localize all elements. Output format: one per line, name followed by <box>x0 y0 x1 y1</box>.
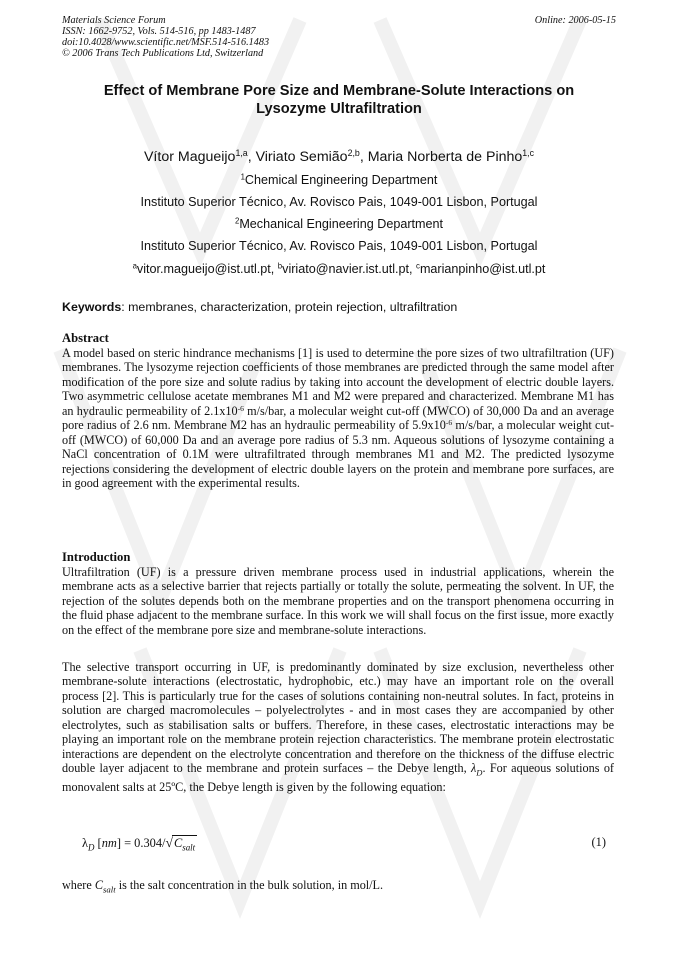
abstract-text: A model based on steric hindrance mechanisms [1] is used to determine the pore sizes of two ultrafiltration (UF) membranes. The lysozyme rejection coefficients of those membranes are predicted through the same model after modification of the pore size and solute radius by taking into account the development of electric double layers. Two asymmetric cellulose acetate membranes M1 and M2 were prepared and characterized. Membrane M1 has an hydraulic permeability of 2.1x10 <box>62 346 614 418</box>
equation-1 <box>62 833 614 859</box>
concentration-subscript: salt <box>182 842 196 853</box>
author-emails <box>62 261 616 277</box>
author-affiliation-mark: 1,c <box>522 148 535 159</box>
concentration-symbol: C <box>173 836 183 850</box>
concentration-symbol: C <box>94 878 103 892</box>
email-link[interactable]: vitor.magueijo@ist.utl.pt, <box>136 262 278 276</box>
affiliation-dept-2 <box>62 216 616 232</box>
author-affiliation-mark: 2,b <box>347 148 360 159</box>
affiliation-number: 1 <box>240 172 245 182</box>
journal-issn: ISSN: 1662-9752, Vols. 514-516, pp 1483-1487 <box>62 26 256 37</box>
author-name: , Viriato Semião <box>247 149 348 165</box>
title-line-1: Effect of Membrane Pore Size and Membrane-Solute Interactions on <box>103 83 575 99</box>
lambda-subscript: D <box>88 842 95 853</box>
explanation-text: is the salt concentration in the bulk solution, in mol/L. <box>115 878 384 892</box>
introduction-text: The selective transport occurring in UF, is predominantly dominated by size exclusion, nevertheless other membrane-solute interactions (electrostatic, hydrophobic, etc.) may have an important role on the overall process [2]. This is particularly true for the cases of solutions containing non-neutral solutes. In fact, proteins in solution are charged macromolecules – polyelectrolytes - and in most cases they are accompanied by other electrolytes, such as stabilisation salts or buffers. Therefore, in these cases, electrostatic interactions may be playing an important role on the membrane protein rejection characteristics. The membrane protein electrostatic interactions are dependent on the electrolyte concentration and therefore on the thickness of the diffuse electric double layer adjacent to the membrane and protein surfaces – the Debye length, <box>62 660 614 776</box>
introduction-heading: Introduction <box>62 550 131 564</box>
introduction-paragraph-2 <box>62 660 614 795</box>
affiliation-institute-2: Instituto Superior Técnico, Av. Rovisco Pais, 1049-001 Lisbon, Portugal <box>140 239 538 253</box>
abstract-heading: Abstract <box>62 331 109 345</box>
email-mark: a <box>132 261 137 271</box>
sqrt-argument <box>172 835 197 852</box>
debye-length-formula: $\lambda_D$ $[nm] = 0.304/√C_{salt}$ <box>82 835 196 853</box>
online-date: Online: 2006-05-15 <box>534 15 616 26</box>
abstract-text: m/s/bar, a molecular weight cut-off (MWCO) of 30,000 Da and an average pore radius of 2.6 nm. Membrane M2 has an hydraulic permeability of 5.9x10 <box>62 403 615 433</box>
journal-name: Materials Science Forum <box>62 15 166 26</box>
affiliation-number: 2 <box>234 216 240 226</box>
author-name: , Maria Norberta de Pinho <box>359 149 523 165</box>
paper-title <box>62 82 616 118</box>
title-line-2: Lysozyme Ultrafiltration <box>256 101 422 117</box>
email-mark: b <box>277 261 283 271</box>
exponent: -6 <box>445 418 453 428</box>
affiliation-department: Chemical Engineering Department <box>244 173 438 187</box>
email-link[interactable]: viriato@navier.ist.utl.pt, <box>282 262 417 276</box>
email-mark: c <box>416 261 420 271</box>
affiliation-dept-1 <box>62 172 616 188</box>
coefficient: = 0.304 <box>124 836 163 850</box>
affiliation-institute-1: Instituto Superior Técnico, Av. Rovisco Pais, 1049-001 Lisbon, Portugal <box>140 195 538 209</box>
journal-info <box>62 15 269 59</box>
keywords-label: Keywords <box>62 300 122 314</box>
email-link[interactable]: marianpinho@ist.utl.pt <box>419 262 546 276</box>
introduction-paragraph-1: Ultrafiltration (UF) is a pressure driven membrane process used in industrial applications, wherein the membrane acts as a selective barrier that rejects partially or totally the solute, permeating the solvent. In UF, the rejection of the solutes depends both on the membrane properties and on the transport phenomena occurring in the fluid phase adjacent to the membrane surface. In this work we will shall focus on the first issue, more exactly on the effect of the membrane pore size and membrane-solute interactions. <box>62 565 614 637</box>
journal-doi: doi:10.4028/www.scientific.net/MSF.514-516.1483 <box>62 37 270 48</box>
abstract-paragraph <box>62 346 614 491</box>
lambda-symbol: λ <box>82 836 89 850</box>
equation-number: (1) <box>591 835 606 849</box>
affiliation-department: Mechanical Engineering Department <box>239 217 444 231</box>
debye-symbol: λ <box>471 761 477 776</box>
exponent: -6 <box>237 403 244 413</box>
keywords-text: : membranes, characterization, protein rejection, ultrafiltration <box>121 300 458 314</box>
unit: nm <box>101 836 117 850</box>
abstract-text: m/s/bar, a molecular weight cut-off (MWCO) of 60,000 Da and an average pore radius of 5.3 nm. Aqueous solutions of lysozyme containing a NaCl concentration of 0.1M were ultrafiltrated through membranes M1 and M2. The predicted lysozyme rejections considering the development of electric double layers on the protein and membrane pore surfaces, are in good agreement with the experimental results. <box>62 418 615 491</box>
keywords-line <box>62 299 616 315</box>
journal-copyright: © 2006 Trans Tech Publications Ltd, Switzerland <box>62 48 264 59</box>
introduction-text: . For aqueous solutions of monovalent salts at 25ºC, the Debye length is given by the following equation: <box>62 761 614 795</box>
author-name: Vítor Magueijo <box>143 149 236 165</box>
author-list <box>62 148 616 166</box>
equation-explanation <box>62 878 383 894</box>
author-affiliation-mark: 1,a <box>235 148 248 159</box>
explanation-text: where <box>62 878 95 892</box>
debye-subscript: D <box>476 767 483 778</box>
concentration-subscript: salt <box>102 884 116 895</box>
